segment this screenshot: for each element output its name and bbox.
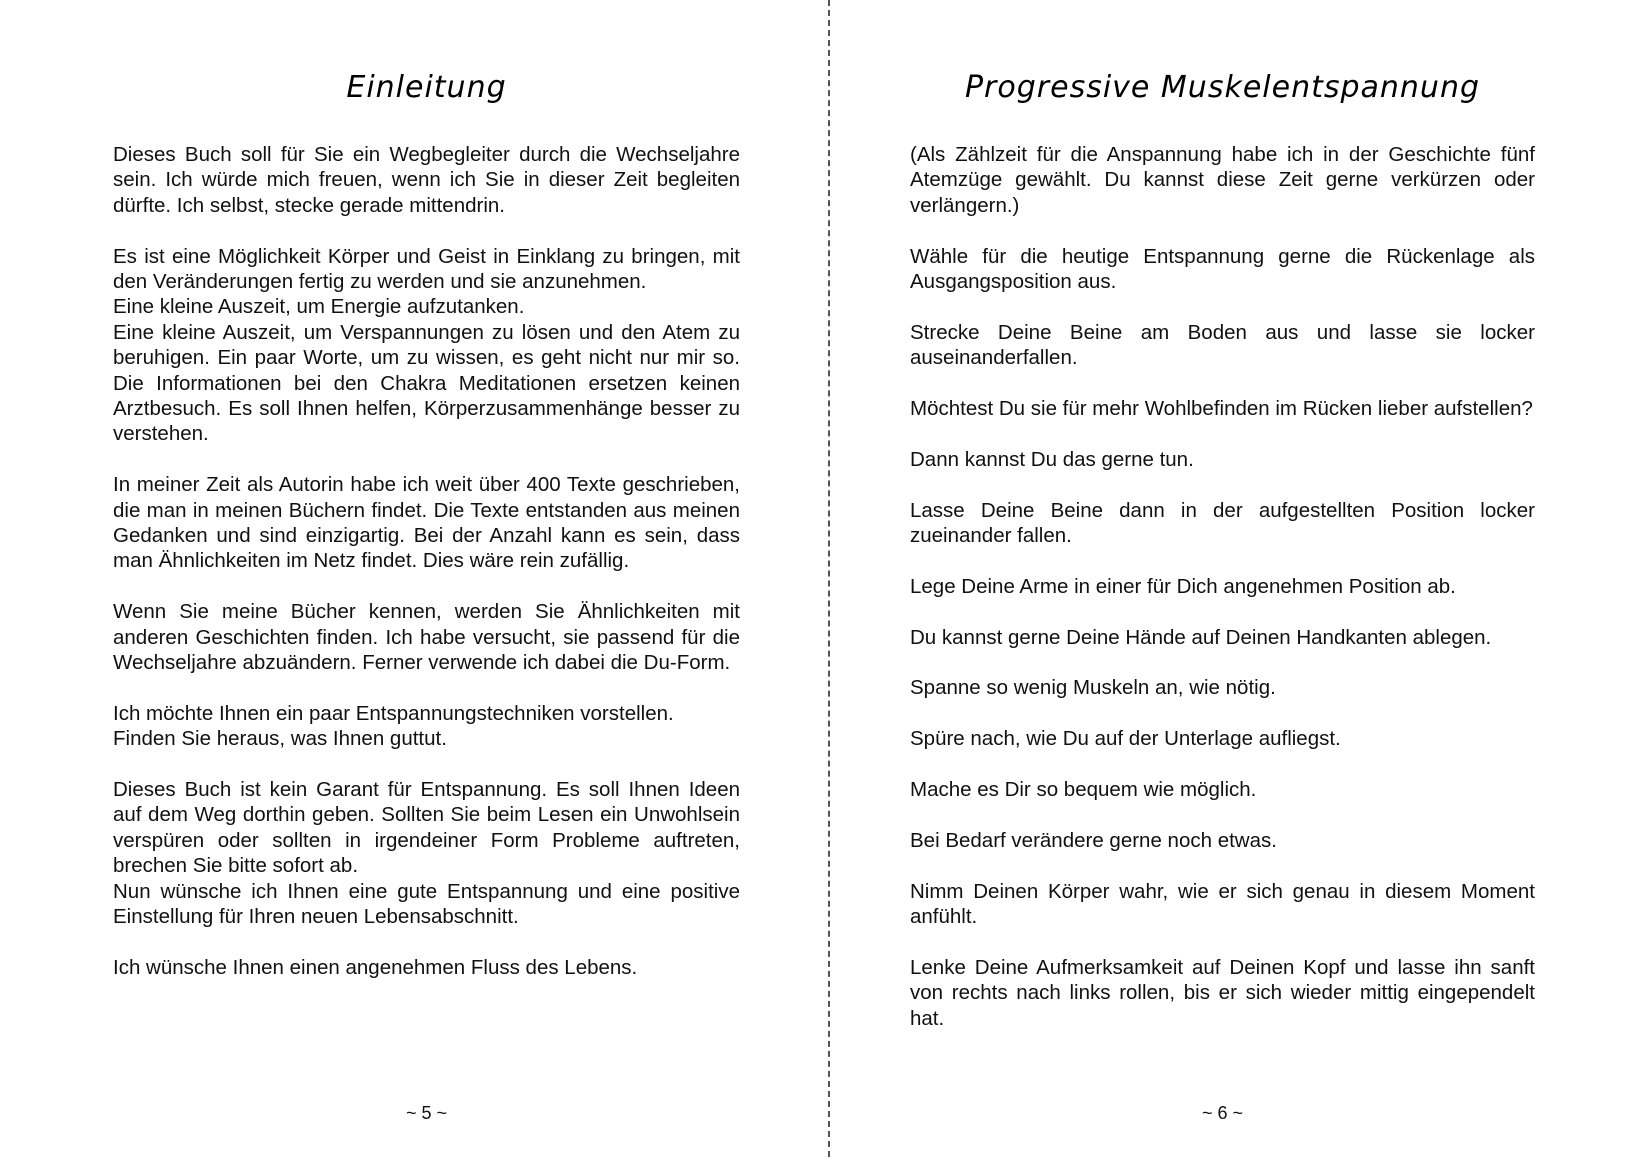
- paragraph: Du kannst gerne Deine Hände auf Deinen Handkanten ablegen.: [910, 625, 1492, 649]
- page-number: ~ 5 ~: [405, 1103, 448, 1123]
- paragraph: Ich möchte Ihnen ein paar Entspannungstechniken vorstellen. Finden Sie heraus, was Ihnen guttut.: [113, 701, 674, 751]
- page-number: ~ 6 ~: [1201, 1103, 1244, 1123]
- paragraph: Strecke Deine Beine am Boden aus und lasse sie locker auseinanderfallen.: [910, 320, 1535, 370]
- page-body: [113, 142, 740, 1006]
- paragraph: Es ist eine Möglichkeit Körper und Geist in Einklang zu bringen, mit den Veränderungen fertig zu werden und sie anzunehmen. Eine kleine Auszeit, um Energie aufzutanken. Eine kleine Auszeit, um Verspannungen zu lösen und den Atem zu beruhigen. Ein paar Worte, um zu wissen, es geht nicht nur mir so. Die Informationen bei den Chakra Meditationen ersetzen keinen Arztbesuch. Es soll Ihnen helfen, Körperzusammenhänge besser zu verstehen.: [113, 244, 740, 446]
- page-title: Einleitung: [346, 70, 507, 105]
- paragraph: Lenke Deine Aufmerksamkeit auf Deinen Kopf und lasse ihn sanft von rechts nach links rollen, bis er sich wieder mittig eingependelt hat.: [910, 955, 1535, 1030]
- paragraph: Ich wünsche Ihnen einen angenehmen Fluss des Lebens.: [113, 955, 638, 979]
- paragraph: Mache es Dir so bequem wie möglich.: [910, 778, 1257, 801]
- paragraph: Wenn Sie meine Bücher kennen, werden Sie Ähnlichkeiten mit anderen Geschichten finden. Ich habe versucht, sie passend für die Wechseljahre abzuändern. Ferner verwende ich dabei die Du-Form.: [113, 600, 740, 675]
- paragraph: Möchtest Du sie für mehr Wohlbefinden im Rücken lieber aufstellen?: [910, 397, 1533, 421]
- paragraph: Bei Bedarf verändere gerne noch etwas.: [910, 828, 1277, 852]
- paragraph: Dann kannst Du das gerne tun.: [910, 447, 1194, 471]
- right-page: [830, 0, 1646, 1157]
- paragraph: Dieses Buch ist kein Garant für Entspannung. Es soll Ihnen Ideen auf dem Weg dorthin geben. Sollten Sie beim Lesen ein Unwohlsein verspüren oder sollten in irgendeiner Form Probleme auftreten, brechen Sie bitte sofort ab. Nun wünsche ich Ihnen eine gute Entspannung und eine positive Einstellung für Ihren neuen Lebensabschnitt.: [113, 778, 740, 929]
- paragraph: (Als Zählzeit für die Anspannung habe ich in der Geschichte fünf Atemzüge gewählt. Du kannst diese Zeit gerne verkürzen oder verlängern.): [910, 143, 1535, 217]
- paragraph: Wähle für die heutige Entspannung gerne die Rückenlage als Ausgangsposition aus.: [910, 244, 1535, 294]
- page-body: [910, 142, 1535, 1056]
- page-title: Progressive Muskelentspannung: [964, 70, 1481, 105]
- paragraph: Dieses Buch soll für Sie ein Wegbegleiter durch die Wechseljahre sein. Ich würde mich freuen, wenn ich Sie in dieser Zeit begleiten dürfte. Ich selbst, stecke gerade mittendrin.: [113, 143, 740, 217]
- paragraph: Spanne so wenig Muskeln an, wie nötig.: [910, 676, 1276, 700]
- paragraph: Lege Deine Arme in einer für Dich angenehmen Position ab.: [910, 574, 1456, 598]
- paragraph: Nimm Deinen Körper wahr, wie er sich genau in diesem Moment anfühlt.: [910, 879, 1535, 928]
- paragraph: Lasse Deine Beine dann in der aufgestellten Position locker zueinander fallen.: [910, 498, 1535, 548]
- paragraph: In meiner Zeit als Autorin habe ich weit über 400 Texte geschrieben, die man in meinen Büchern findet. Die Texte entstanden aus meinen Gedanken und sind einzigartig. Bei der Anzahl kann es sein, dass man Ähnlichkeiten im Netz findet. Dies wäre rein zufällig.: [113, 473, 740, 573]
- paragraph: Spüre nach, wie Du auf der Unterlage aufliegst.: [910, 727, 1341, 751]
